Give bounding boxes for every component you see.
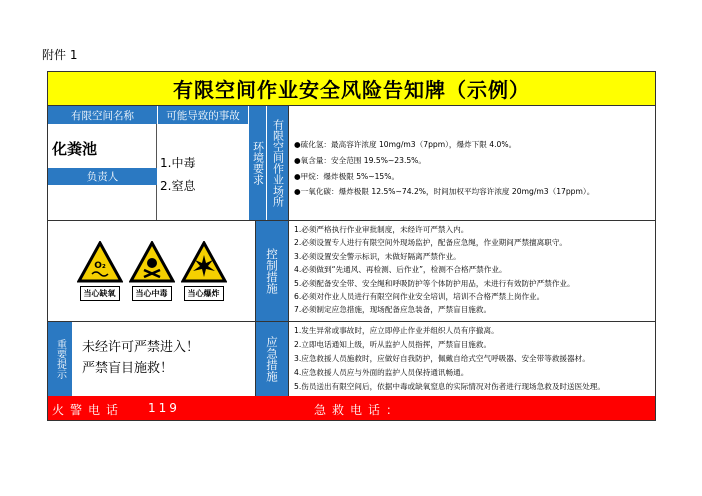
svg-text:O₂: O₂ (93, 261, 106, 271)
emergency-item: 2.立即电话通知上级，听从监护人员指挥，严禁盲目施救。 (294, 340, 492, 349)
environment-requirements-header: 环境要求 (248, 106, 266, 220)
control-item: 2.必须设置专人进行有限空间外现场监护，配备应急绳，作业期间严禁擅离职守。 (294, 238, 568, 248)
divider (48, 321, 655, 322)
sign-explosion (181, 241, 227, 301)
responsible-person-value (48, 185, 157, 220)
emergency-item: 3.应急救援人员施救时，应做好自我防护，佩戴自给式空气呼吸器、安全带等救援器材。 (294, 354, 590, 363)
accident-item: 1.中毒 (160, 156, 196, 170)
sign-label: 当心缺氧 (80, 286, 120, 301)
divider (288, 106, 289, 396)
fire-phone-number: 119 (148, 401, 180, 415)
important-tips-header: 重要提示 (48, 322, 72, 396)
emergency-phone-footer (48, 396, 655, 420)
environment-item: ●硫化氢：最高容许浓度 10mg/m3（7ppm），爆炸下限 4.0%。 (294, 140, 517, 149)
poison-warning-icon (129, 241, 175, 283)
sign-label: 当心爆炸 (184, 286, 224, 301)
environment-list (294, 137, 594, 200)
control-item: 1.必须严格执行作业审批制度，未经许可严禁入内。 (294, 225, 469, 234)
sign-label: 当心中毒 (132, 286, 172, 301)
sign-lack-of-oxygen (77, 241, 123, 301)
control-measures-list (294, 223, 575, 317)
control-item: 3.必须设置安全警示标识，未做好隔离严禁作业。 (294, 251, 461, 261)
warning-line: 未经许可严禁进入！ (82, 340, 200, 355)
warning-signs (48, 221, 255, 321)
control-measures-header: 控制措施 (256, 221, 288, 321)
emergency-item: 5.伤员送出有限空间后，依据中毒或缺氧窒息的实际情况对伤者进行现场急救及时送医处理。 (294, 382, 605, 391)
environment-item: ●氧含量：安全范围 19.5%~23.5%。 (294, 155, 426, 165)
possible-accidents-header: 可能导致的事故 (157, 106, 248, 124)
environment-item: ●甲烷：爆炸极限 5%~15%。 (294, 171, 400, 181)
space-name-header: 有限空间名称 (48, 106, 157, 124)
emergency-measures-list (294, 324, 605, 394)
board-title: 有限空间作业安全风险告知牌（示例） (48, 72, 655, 106)
control-item: 4.必须做到“先通风、再检测、后作业”，检测不合格严禁作业。 (294, 265, 507, 275)
emergency-item: 1.发生异常或事故时，应立即停止作业并组织人员有序撤离。 (294, 326, 499, 335)
responsible-person-header: 负责人 (48, 168, 157, 185)
fire-phone-label: 火警电话 (52, 403, 125, 417)
space-name: 化粪池 (52, 140, 98, 158)
warning-line: 严禁盲目施救！ (82, 361, 174, 376)
sign-poison (129, 241, 175, 301)
possible-accidents-list (160, 152, 195, 198)
lack-of-oxygen-warning-icon (77, 241, 123, 283)
ambulance-phone-label: 急救电话： (314, 403, 405, 417)
explosion-warning-icon (181, 241, 227, 283)
environment-item: ●一氧化碳：爆炸极限 12.5%~74.2%，时间加权平均容许浓度 20mg/m3（17ppm）。 (294, 187, 595, 197)
operation-site-header: 有限空间作业场所 (266, 106, 288, 220)
control-item: 7.必须制定应急措施，现场配备应急装备，严禁盲目施救。 (294, 305, 492, 315)
accident-item: 2.窒息 (160, 179, 196, 193)
attachment-label: 附件 1 (42, 48, 78, 62)
control-item: 5.必须配备安全带、安全绳和呼吸防护等个体防护用品，未进行有效防护严禁作业。 (294, 278, 575, 288)
warning-text (82, 337, 199, 379)
control-item: 6.必须对作业人员进行有限空间作业安全培训，培训不合格严禁上岗作业。 (294, 292, 545, 302)
emergency-measures-header: 应急措施 (256, 322, 288, 396)
emergency-item: 4.应急救援人员应与外面的监护人员保持通讯畅通。 (294, 368, 469, 377)
